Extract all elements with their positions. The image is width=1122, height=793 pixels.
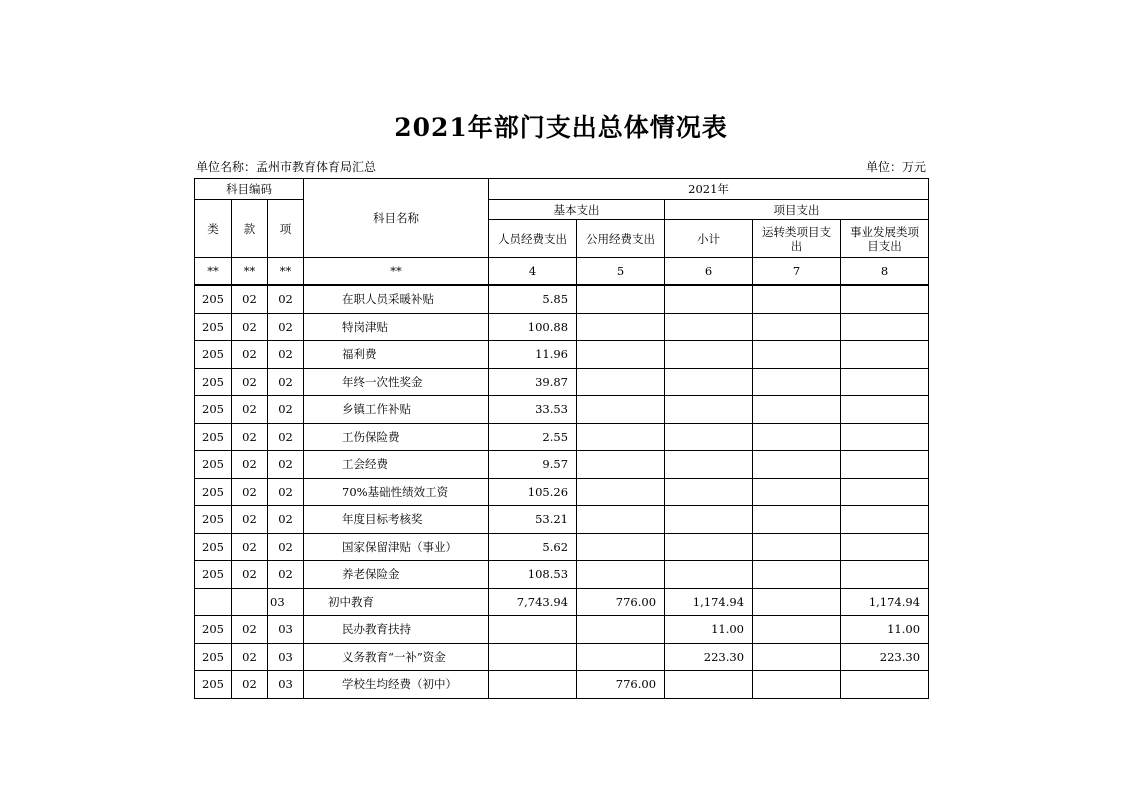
header-kuan: 款 [232,200,268,258]
cell-kuan: 02 [232,341,268,369]
index-cell: ** [232,258,268,286]
cell-subtotal: 11.00 [665,616,753,644]
cell-development [841,478,929,506]
cell-operation [753,478,841,506]
cell-operation [753,423,841,451]
table-row [195,671,929,699]
cell-operation [753,616,841,644]
cell-lei [195,588,232,616]
cell-development [841,423,929,451]
cell-development [841,368,929,396]
cell-public [577,368,665,396]
cell-operation [753,285,841,313]
cell-public [577,451,665,479]
cell-subject-name: 养老保险金 [304,561,489,589]
cell-public [577,341,665,369]
index-cell: ** [195,258,232,286]
cell-xiang: 03 [268,616,304,644]
table-row [195,478,929,506]
cell-public [577,396,665,424]
header-code-group: 科目编码 [195,179,304,200]
cell-xiang: 03 [268,643,304,671]
cell-subtotal [665,478,753,506]
cell-subtotal [665,671,753,699]
cell-personnel: 108.53 [489,561,577,589]
cell-development [841,561,929,589]
cell-lei: 205 [195,285,232,313]
header-lei: 类 [195,200,232,258]
cell-personnel [489,643,577,671]
cell-xiang: 03 [268,671,304,699]
cell-xiang: 02 [268,341,304,369]
cell-public [577,533,665,561]
index-cell: ** [268,258,304,286]
cell-lei: 205 [195,616,232,644]
cell-operation [753,671,841,699]
cell-lei: 205 [195,396,232,424]
cell-public: 776.00 [577,671,665,699]
cell-operation [753,341,841,369]
cell-xiang: 02 [268,478,304,506]
table-row [195,561,929,589]
index-cell: 5 [577,258,665,286]
cell-personnel: 5.85 [489,285,577,313]
table-row [195,616,929,644]
cell-lei: 205 [195,533,232,561]
cell-xiang: 02 [268,451,304,479]
cell-subtotal: 223.30 [665,643,753,671]
cell-kuan: 02 [232,285,268,313]
cell-development: 11.00 [841,616,929,644]
header-subject-name: 科目名称 [304,179,489,258]
cell-subtotal [665,313,753,341]
cell-subject-name: 义务教育“一补”资金 [304,643,489,671]
cell-subject-name: 70%基础性绩效工资 [304,478,489,506]
table-row [195,533,929,561]
index-cell: 4 [489,258,577,286]
header-subtotal: 小计 [665,220,753,258]
table-row [195,643,929,671]
cell-lei: 205 [195,451,232,479]
cell-personnel: 105.26 [489,478,577,506]
cell-operation [753,588,841,616]
index-cell: ** [304,258,489,286]
cell-public [577,285,665,313]
cell-subtotal [665,285,753,313]
cell-subject-name: 民办教育扶持 [304,616,489,644]
cell-public: 776.00 [577,588,665,616]
unit-label: 单位：万元 [865,160,926,174]
cell-operation [753,451,841,479]
cell-operation [753,506,841,534]
cell-development [841,285,929,313]
expenditure-table [194,178,929,699]
cell-development [841,313,929,341]
cell-kuan: 02 [232,506,268,534]
cell-personnel: 7,743.94 [489,588,577,616]
header-public: 公用经费支出 [577,220,665,258]
cell-operation [753,561,841,589]
cell-subtotal [665,561,753,589]
cell-personnel: 53.21 [489,506,577,534]
cell-xiang: 02 [268,313,304,341]
table-row [195,588,929,616]
cell-operation [753,643,841,671]
cell-personnel: 39.87 [489,368,577,396]
cell-subject-name: 乡镇工作补贴 [304,396,489,424]
table-row [195,423,929,451]
header-basic: 基本支出 [489,200,665,220]
cell-personnel [489,616,577,644]
cell-personnel: 9.57 [489,451,577,479]
cell-subject-name: 在职人员采暖补贴 [304,285,489,313]
table-row [195,368,929,396]
cell-subtotal [665,506,753,534]
cell-public [577,313,665,341]
cell-xiang: 02 [268,561,304,589]
header-operation: 运转类项目支出 [753,220,841,258]
cell-lei: 205 [195,423,232,451]
cell-kuan: 02 [232,313,268,341]
cell-kuan: 02 [232,423,268,451]
cell-subtotal [665,423,753,451]
cell-kuan: 02 [232,671,268,699]
cell-lei: 205 [195,478,232,506]
cell-subject-name: 工会经费 [304,451,489,479]
cell-development [841,341,929,369]
cell-public [577,423,665,451]
cell-subject-name: 学校生均经费（初中） [304,671,489,699]
cell-subtotal: 1,174.94 [665,588,753,616]
cell-xiang: 02 [268,368,304,396]
cell-operation [753,533,841,561]
cell-public [577,478,665,506]
cell-subject-name: 年度目标考核奖 [304,506,489,534]
cell-subject-name: 国家保留津贴（事业） [304,533,489,561]
cell-development [841,396,929,424]
cell-kuan: 02 [232,396,268,424]
cell-personnel: 100.88 [489,313,577,341]
cell-subtotal [665,396,753,424]
cell-development: 223.30 [841,643,929,671]
cell-personnel: 5.62 [489,533,577,561]
cell-operation [753,313,841,341]
cell-kuan: 02 [232,643,268,671]
table-row [195,396,929,424]
cell-lei: 205 [195,341,232,369]
index-cell: 6 [665,258,753,286]
cell-kuan: 02 [232,451,268,479]
cell-public [577,643,665,671]
cell-subject-name: 年终一次性奖金 [304,368,489,396]
index-cell: 8 [841,258,929,286]
cell-development [841,671,929,699]
index-cell: 7 [753,258,841,286]
cell-xiang: 02 [268,533,304,561]
cell-xiang: 02 [268,396,304,424]
header-year: 2021年 [489,179,929,200]
cell-public [577,561,665,589]
table-row [195,506,929,534]
cell-xiang: 02 [268,423,304,451]
cell-kuan: 02 [232,478,268,506]
cell-subject-name: 工伤保险费 [304,423,489,451]
cell-lei: 205 [195,506,232,534]
cell-operation [753,368,841,396]
cell-operation [753,396,841,424]
header-personnel: 人员经费支出 [489,220,577,258]
cell-lei: 205 [195,671,232,699]
page-title: 2021年部门支出总体情况表 [394,113,728,142]
cell-subject-name: 福利费 [304,341,489,369]
cell-personnel: 33.53 [489,396,577,424]
table-row [195,313,929,341]
cell-subtotal [665,368,753,396]
table-row [195,341,929,369]
cell-personnel: 11.96 [489,341,577,369]
cell-development [841,533,929,561]
unit-name-label: 单位名称：孟州市教育体育局汇总 [196,160,377,174]
cell-personnel [489,671,577,699]
cell-lei: 205 [195,313,232,341]
cell-public [577,616,665,644]
table-row [195,285,929,313]
cell-kuan: 02 [232,616,268,644]
cell-development: 1,174.94 [841,588,929,616]
cell-xiang: 03 [268,588,304,616]
header-development: 事业发展类项目支出 [841,220,929,258]
header-xiang: 项 [268,200,304,258]
cell-subtotal [665,341,753,369]
header-project: 项目支出 [665,200,929,220]
cell-lei: 205 [195,368,232,396]
cell-development [841,506,929,534]
cell-lei: 205 [195,561,232,589]
cell-lei: 205 [195,643,232,671]
cell-subject-name: 特岗津贴 [304,313,489,341]
cell-personnel: 2.55 [489,423,577,451]
cell-kuan: 02 [232,561,268,589]
cell-subject-name: 初中教育 [304,588,489,616]
cell-xiang: 02 [268,506,304,534]
cell-kuan: 02 [232,533,268,561]
table-row [195,451,929,479]
cell-subtotal [665,533,753,561]
cell-xiang: 02 [268,285,304,313]
cell-kuan [232,588,268,616]
cell-public [577,506,665,534]
cell-subtotal [665,451,753,479]
index-row [195,258,929,286]
cell-development [841,451,929,479]
cell-kuan: 02 [232,368,268,396]
